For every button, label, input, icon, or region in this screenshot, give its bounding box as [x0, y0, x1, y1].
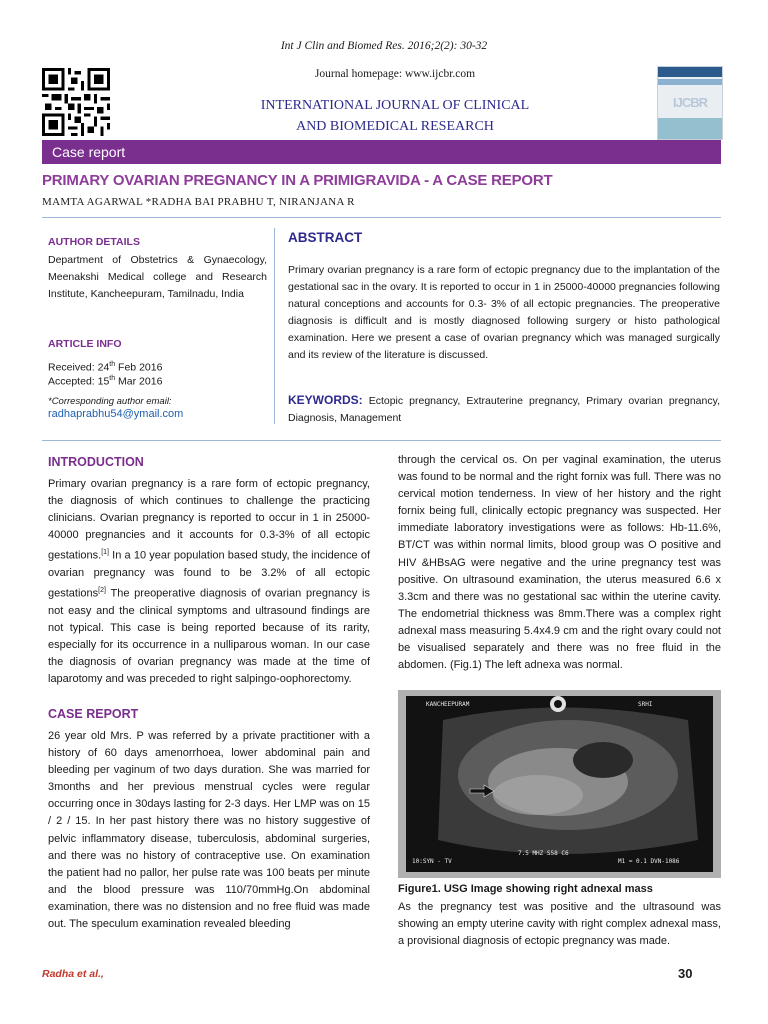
column-divider [274, 228, 275, 424]
author-details-heading: AUTHOR DETAILS [48, 236, 140, 248]
article-type-band [42, 140, 721, 164]
journal-homepage: Journal homepage: www.ijcbr.com [314, 68, 476, 80]
divider [42, 440, 721, 441]
article-authors: MAMTA AGARWAL *RADHA BAI PRABHU T, NIRANJANA R [42, 196, 355, 208]
figure-caption: Figure1. USG Image showing right adnexal mass [398, 883, 653, 895]
keywords-list: Ectopic pregnancy, Extrauterine pregnancy, Primary ovarian pregnancy, Diagnosis, Management [288, 395, 720, 424]
post-figure-text: As the pregnancy test was positive and the ultrasound was showing an empty uterine cavity with right complex adnexal mass, a provisional diagnosis of ectopic pregnancy was made. [398, 901, 721, 948]
article-type-label: Case report [52, 144, 126, 160]
introduction-heading: INTRODUCTION [48, 455, 144, 469]
footer-author: Radha et al., [42, 968, 104, 980]
corresponding-author-label: *Corresponding author email: [48, 396, 172, 407]
case-report-continued: through the cervical os. On per vaginal examination, the uterus was found to be normal and the right fornix was full. There was no cervical motion tenderness. In view of her history and the right fornix being full, clinically ectopic pregnancy was suspected. Her immediate laboratory investigations were as follows: Hb-11.6%, BT/CT was within normal limits, blood group was O positive and HIV &HBsAG were negative and the urine pregnancy test was positive. On ultrasound examination, the uterus measured 6.6 x 3.3cm and there was no gestational sac within the uterine cavity. The endometrial thickness was 8mm.There was a complex right adnexal mass measuring 5.4x4.9 cm and the right ovary could not be visualised separately and there was no free fluid in the abdomen. (Fig.1) The left adnexa was normal. [398, 454, 721, 672]
keywords-label: KEYWORDS: [288, 393, 363, 407]
divider [42, 217, 721, 218]
article-info-heading: ARTICLE INFO [48, 338, 122, 350]
ultrasound-label-bottom-left: 10:SYN - TV [412, 858, 452, 865]
introduction-text: Primary ovarian pregnancy is a rare form of ectopic pregnancy, the diagnosis of which continues to challenge the practicing clinicians. Ovarian pregnancy is reported to occur in 1 in 25000-40000 pregnancies and it accounts for 0.3-3% of all ectopic gestations.[1] In a 10 year population based study, the incidence of ovarian pregnancy was found to be 3.2% of all ectopic gestations[2] The preoperative diagnosis of ovarian pregnancy is not easy and the clinical symptoms and ultrasound findings are not typical. This case is being reported because of its rarity, especially for its occurrence in a nulliparous woman. In our case the diagnosis of ovarian pregnancy was made at the time of laparotomy and was preceded to right salpingo-oophorectomy. [48, 478, 370, 686]
keywords [288, 392, 720, 427]
author-affiliation: Department of Obstetrics & Gynaecology, Meenakshi Medical college and Research Institute, Kancheepuram, Tamilnadu, India [48, 254, 267, 300]
page-number: 30 [678, 966, 693, 981]
ultrasound-label-top: KANCHEEPURAM [426, 701, 470, 708]
case-report-text: 26 year old Mrs. P was referred by a private practitioner with a history of 60 days amenorrhoea, lower abdominal pain and bleeding per vaginum of two days duration. She was married for 3months and her previous menstrual cycles were regular occurring once in 30days lasting for 2-3 days. Her LMP was on 15 / 2 / 15. In her past history there was no history suggestive of pelvic inflammatory disease, tuberculosis, abdominal surgeries, and there was no history of contraceptive use. On examination the patient had no pallor, her pulse rate was 100 beats per minute and the blood pressure was 110/70mmHg.On abdominal examination, there was no distension and no free fluid was made out. The speculum examination revealed bleeding [48, 730, 370, 931]
journal-citation: Int J Clin and Biomed Res. 2016;2(2): 30-32 [280, 40, 488, 52]
received-date: Received: 24th Feb 2016 [48, 361, 163, 374]
ultrasound-image [398, 690, 721, 878]
ultrasound-label-bottom-right: M1 = 0.1 DVN-1086 [618, 858, 680, 865]
abstract-text: Primary ovarian pregnancy is a rare form of ectopic pregnancy due to the implantation of the gestational sac in the ovary. It is reported to occur in 1 in 25000-40000 pregnancies following natural conceptions and accounts for 0.3- 3% of all ectopic pregnancies. The preoperative diagnosis is difficult and is mostly diagnosed following surgery or histo pathological examination. Here we present a case of ovarian pregnancy which was managed surgically and its review of the literature is discussed. [288, 264, 720, 361]
cover-logo: IJCBR [672, 95, 707, 110]
journal-title: INTERNATIONAL JOURNAL OF CLINICAL AND BIOMEDICAL RESEARCH [260, 98, 530, 134]
ultrasound-label-bottom: 7.5 MHZ S58 C6 [518, 850, 569, 857]
qr-code-icon [42, 68, 110, 136]
accepted-date: Accepted: 15th Mar 2016 [48, 375, 163, 388]
corresponding-email-link[interactable]: radhaprabhu54@ymail.com [48, 408, 184, 420]
article-title: PRIMARY OVARIAN PREGNANCY IN A PRIMIGRAVIDA - A CASE REPORT [42, 172, 553, 189]
journal-cover-image [657, 66, 723, 140]
ultrasound-label-top-right: SRHI [638, 701, 653, 708]
abstract-heading: ABSTRACT [288, 230, 363, 245]
case-report-heading: CASE REPORT [48, 707, 139, 721]
